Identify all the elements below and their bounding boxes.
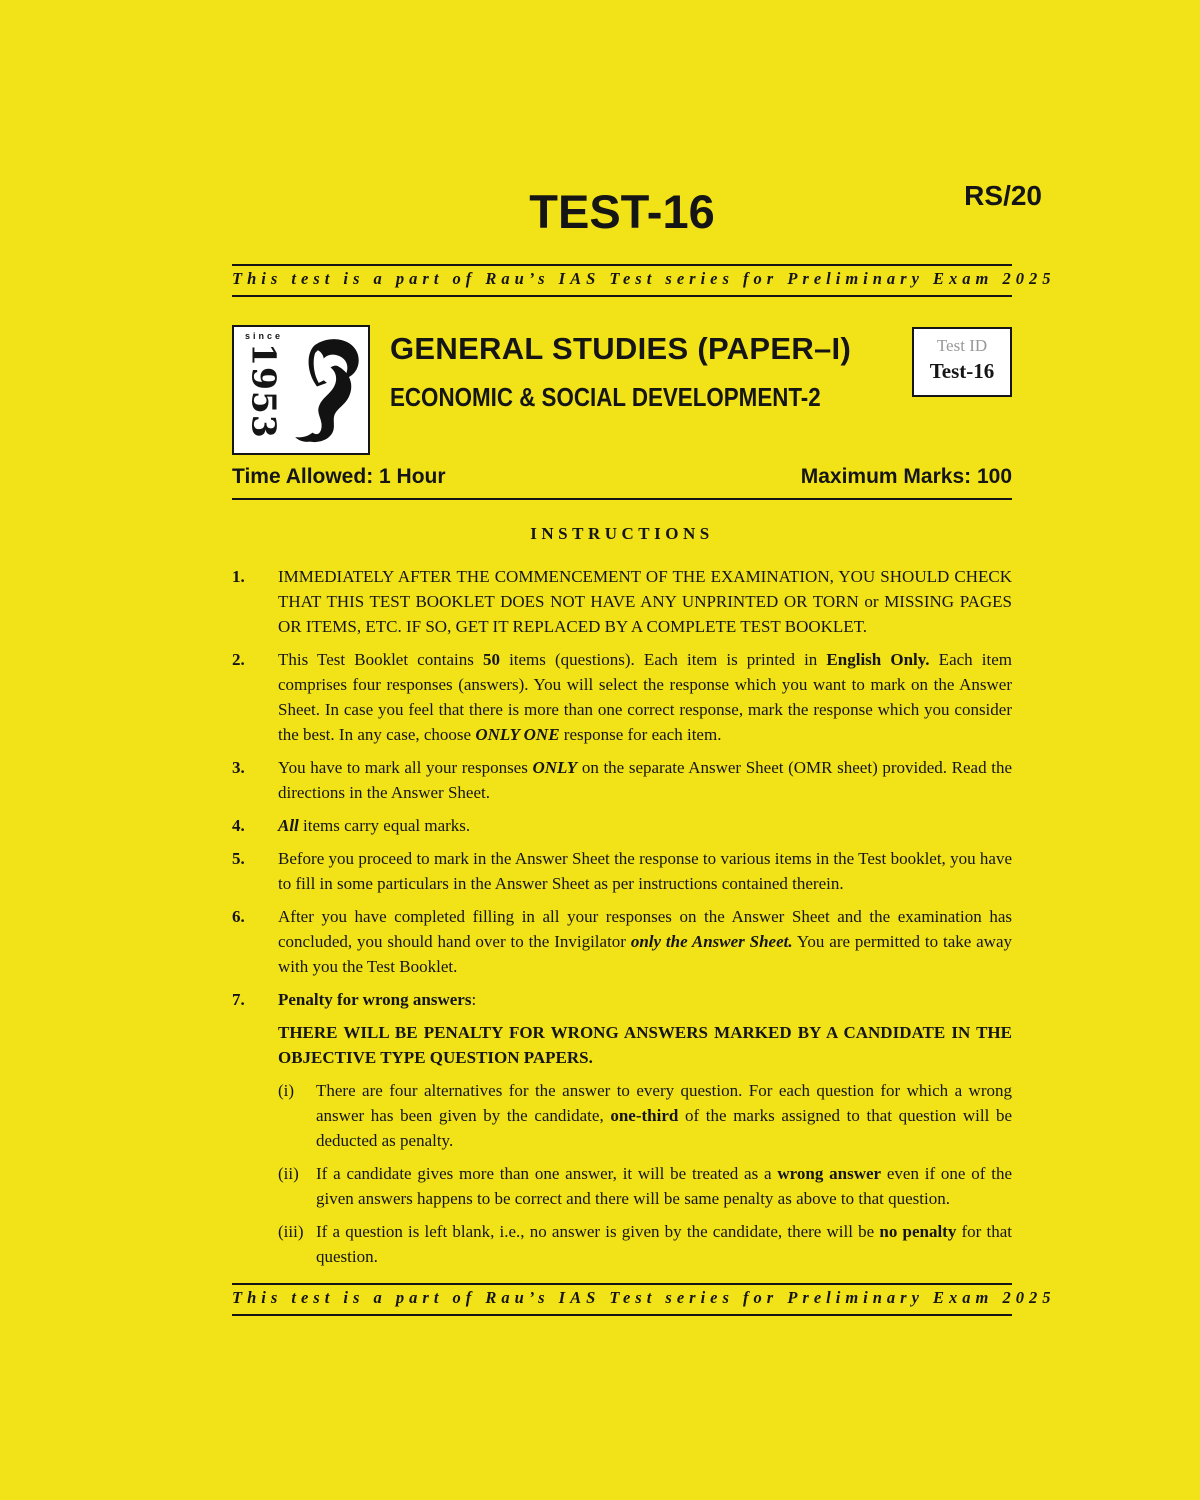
- brand-row: [232, 325, 1012, 457]
- instruction-subitem-body: [316, 1161, 1012, 1211]
- text-run: You have to mark all your responses: [278, 758, 533, 777]
- instruction-item: [232, 813, 1012, 838]
- instruction-subitem-number: (iii): [278, 1222, 304, 1241]
- instruction-number: 6.: [232, 907, 245, 926]
- instruction-item: [232, 647, 1012, 747]
- instruction-subitem-body: [316, 1219, 1012, 1269]
- series-banner-top: This test is a part of Rau’s IAS Test series for Preliminary Exam 2025: [232, 264, 1012, 297]
- instruction-text: [316, 1078, 1012, 1153]
- logo-since-label: since: [244, 331, 283, 341]
- test-code-title: TEST-16: [529, 185, 715, 238]
- instruction-text: [278, 813, 1012, 838]
- test-id-value: Test-16: [929, 359, 995, 384]
- logo-year-column: [240, 332, 288, 449]
- logo-year-label: 1953: [244, 343, 284, 439]
- text-run: Before you proceed to mark in the Answer Sheet the response to various items in the Test booklet, you have to fill in some particulars in the Answer Sheet as per instructions contained therein.: [278, 849, 1012, 893]
- instruction-item: [232, 846, 1012, 896]
- time-allowed-label: Time Allowed: 1 Hour: [232, 465, 446, 488]
- text-run: THERE WILL BE PENALTY FOR WRONG ANSWERS MARKED BY A CANDIDATE IN THE OBJECTIVE TYPE QUESTION PAPERS.: [278, 1023, 1012, 1067]
- text-run: IMMEDIATELY AFTER THE COMMENCEMENT OF THE EXAMINATION, YOU SHOULD CHECK THAT THIS TEST BOOKLET DOES NOT HAVE ANY UNPRINTED OR TORN or MISSING PAGES OR ITEMS, ETC. IF SO, GET IT REPLACED BY A COMPLETE TEST BOOKLET.: [278, 567, 1012, 636]
- instructions-list: [232, 564, 1012, 1269]
- instruction-text: [278, 846, 1012, 896]
- text-run: ONLY ONE: [475, 725, 560, 744]
- text-run: only the Answer Sheet.: [630, 932, 793, 951]
- text-run: After you have completed filling in all your responses on the Answer Sheet and the examination has concluded, you should hand over to the Invigilator: [278, 907, 1012, 951]
- instruction-number: 1.: [232, 567, 245, 586]
- instruction-number: 4.: [232, 816, 245, 835]
- text-run: on the separate Answer Sheet (OMR sheet) provided. Read the directions in the Answer Sheet.: [278, 758, 1012, 802]
- text-run: There are four alternatives for the answer to every question. For each question for which a wrong answer has been given by the candidate,: [316, 1081, 1012, 1125]
- page-content: [232, 0, 1056, 1316]
- series-banner-bottom: This test is a part of Rau’s IAS Test series for Preliminary Exam 2025: [232, 1283, 1012, 1316]
- text-run: of the marks assigned to that question will be deducted as penalty.: [316, 1106, 1012, 1150]
- text-run: You are permitted to take away with you the Test Booklet.: [278, 932, 1013, 976]
- instruction-item: [232, 904, 1012, 979]
- instruction-body: [278, 647, 1012, 747]
- instruction-subitem-number: (i): [278, 1081, 295, 1100]
- test-id-label: Test ID: [936, 336, 988, 355]
- instruction-number: 5.: [232, 849, 245, 868]
- instruction-body: [278, 904, 1012, 979]
- instruction-body: [278, 564, 1012, 639]
- maximum-marks-label: Maximum Marks: 100: [800, 465, 1012, 488]
- text-run: English Only.: [826, 650, 930, 669]
- instruction-subitem: [278, 1078, 1012, 1153]
- text-run: response for each item.: [559, 725, 722, 744]
- text-run: This Test Booklet contains: [278, 650, 483, 669]
- text-run: Each item comprises four responses (answers). You will select the response which you want to mark on the Answer Sheet. In case you feel that there is more than one correct response, mark the response which you consider the best. In any case, choose: [278, 650, 1012, 744]
- instruction-text: [278, 987, 1012, 1012]
- text-run: for that question.: [316, 1222, 1012, 1266]
- instruction-number: 7.: [232, 990, 245, 1009]
- instruction-subitem-body: [316, 1078, 1012, 1153]
- instruction-text: [278, 647, 1012, 747]
- text-run: no penalty: [879, 1222, 957, 1241]
- instruction-body: [278, 813, 1012, 838]
- text-run: even if one of the given answers happens to be correct and there will be same penalty as above to that question.: [316, 1164, 1012, 1208]
- instruction-text: [316, 1219, 1012, 1269]
- text-run: If a question is left blank, i.e., no answer is given by the candidate, there will be: [316, 1222, 880, 1241]
- instruction-item: [232, 987, 1012, 1269]
- meta-row: [232, 465, 1012, 500]
- text-run: wrong answer: [777, 1164, 882, 1183]
- instruction-number: 3.: [232, 758, 245, 777]
- instruction-subitem-number: (ii): [278, 1164, 299, 1183]
- text-run: :: [471, 990, 477, 1009]
- text-run: ONLY: [532, 758, 578, 777]
- instruction-item: [232, 564, 1012, 639]
- instruction-item: [232, 755, 1012, 805]
- instruction-text: [278, 564, 1012, 639]
- instruction-subitem: [278, 1219, 1012, 1269]
- instruction-subitem: [278, 1161, 1012, 1211]
- text-run: items carry equal marks.: [298, 816, 471, 835]
- text-run: 50: [482, 650, 500, 669]
- test-id-box: [912, 327, 1012, 397]
- paper-title-main: GENERAL STUDIES (PAPER–I): [390, 331, 852, 366]
- text-run: Penalty for wrong answers: [278, 990, 472, 1009]
- text-run: All: [278, 816, 299, 835]
- text-run: one-third: [610, 1106, 679, 1125]
- paper-title-sub: ECONOMIC & SOCIAL DEVELOPMENT-2: [390, 382, 821, 412]
- instructions-heading: INSTRUCTIONS: [530, 524, 714, 543]
- text-run: items (questions). Each item is printed in: [499, 650, 827, 669]
- instruction-body: [278, 987, 1012, 1269]
- raus-logo-mark-icon: [288, 332, 364, 449]
- instruction-number: 2.: [232, 650, 245, 669]
- text-run: If a candidate gives more than one answer, it will be treated as a: [316, 1164, 778, 1183]
- instruction-text: [278, 904, 1012, 979]
- page-header: [232, 180, 1042, 240]
- paper-code: RS/20: [964, 180, 1042, 211]
- raus-ias-logo: [232, 325, 370, 455]
- instruction-text: [316, 1161, 1012, 1211]
- instruction-body: [278, 755, 1012, 805]
- instruction-emphasis-paragraph: [278, 1020, 1012, 1070]
- instruction-body: [278, 846, 1012, 896]
- instruction-text: [278, 755, 1012, 805]
